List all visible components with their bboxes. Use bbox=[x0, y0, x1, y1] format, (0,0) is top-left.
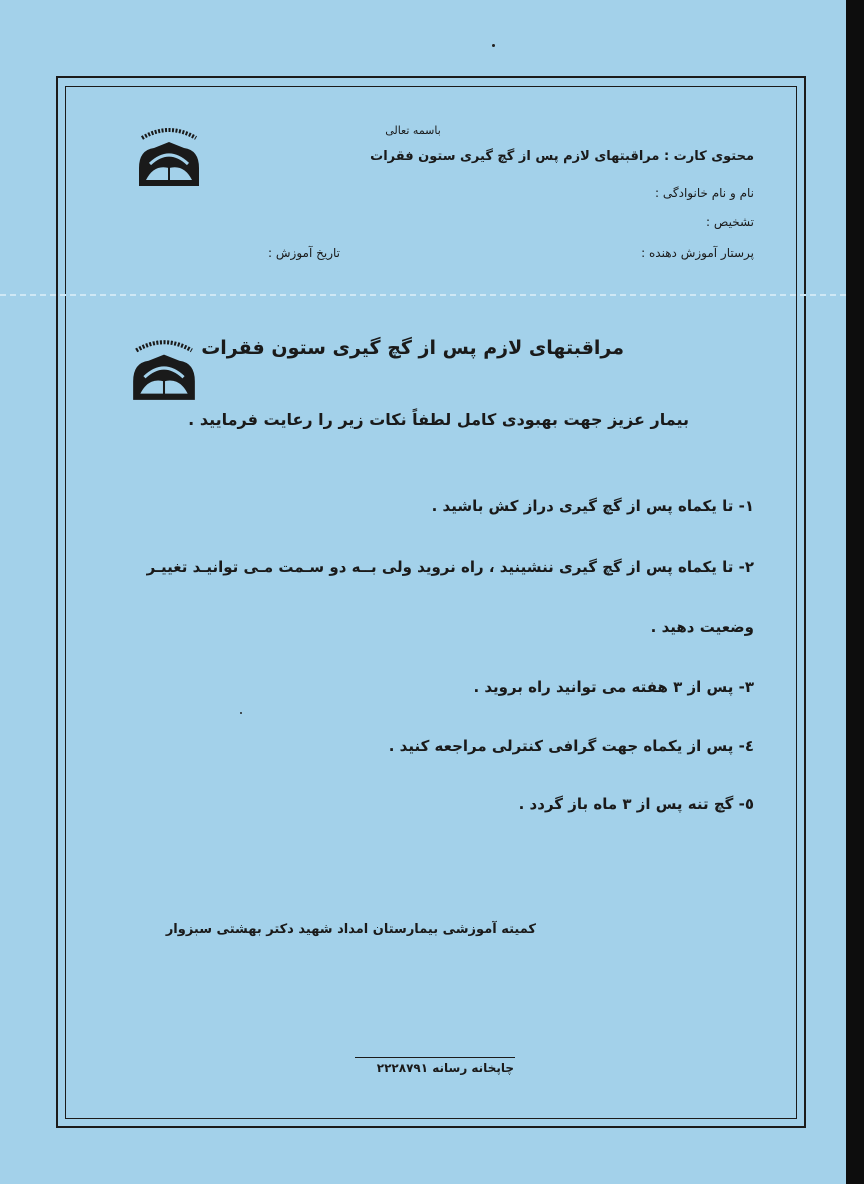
university-logo-icon bbox=[134, 124, 204, 190]
list-item-continuation: وضعیت دهید . bbox=[650, 618, 754, 636]
printer-divider bbox=[355, 1057, 515, 1058]
list-item: ۱- تا یکماه پس از گچ گیری دراز کش باشید . bbox=[431, 497, 754, 515]
scan-edge bbox=[846, 0, 864, 1184]
inner-border bbox=[65, 86, 797, 1119]
date-field-label: تاریخ آموزش : bbox=[268, 246, 340, 260]
diagnosis-field-label: تشخیص : bbox=[706, 215, 754, 229]
list-item: ٤- پس از یکماه جهت گرافی کنترلی مراجعه کنید . bbox=[388, 737, 754, 755]
nurse-field-label: پرستار آموزش دهنده : bbox=[641, 246, 754, 260]
list-item: ۳- پس از ۳ هفته می توانید راه بروید . bbox=[473, 678, 754, 696]
page-title: مراقبتهای لازم پس از گچ گیری ستون فقرات bbox=[201, 337, 624, 359]
printer-credit: چاپخانه رسانه ۲۲۲۸۷۹۱ bbox=[376, 1061, 514, 1075]
intro-text: بیمار عزیز جهت بهبودی کامل لطفاً نکات زیر را رعایت فرمایید . bbox=[188, 410, 689, 429]
card-content-title: محتوی کارت : مراقبتهای لازم پس از گچ گیری ستون فقرات bbox=[370, 149, 754, 164]
bismillah: باسمه تعالی bbox=[385, 124, 441, 137]
list-item: ۲- تا یکماه پس از گچ گیری ننشینید ، راه نروید ولی بــه دو سـمت مـی توانیـد تغییـر bbox=[146, 558, 754, 576]
university-logo-icon bbox=[128, 336, 200, 404]
speck bbox=[492, 44, 495, 47]
perforation-line bbox=[0, 294, 846, 296]
committee-signature: کمیته آموزشی بیمارستان امداد شهید دکتر بهشتی سبزوار bbox=[165, 922, 536, 937]
name-field-label: نام و نام خانوادگی : bbox=[655, 186, 754, 200]
list-item: ٥- گچ تنه پس از ۳ ماه باز گردد . bbox=[518, 795, 754, 813]
